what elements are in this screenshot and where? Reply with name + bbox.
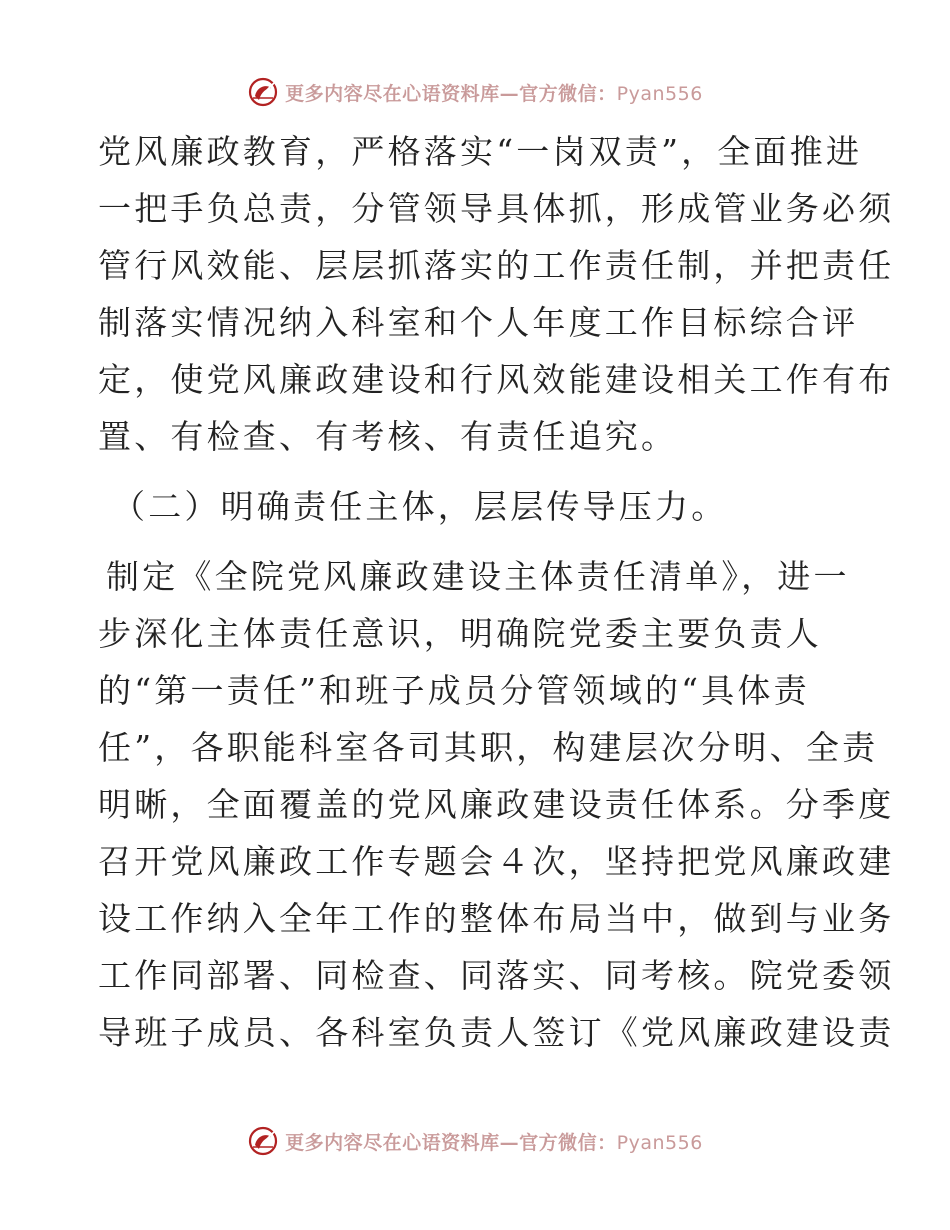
paragraph-line: 任”，各职能科室各司其职，构建层次分明、全责 — [98, 728, 879, 767]
watermark-text: 更多内容尽在心语资料库—官方微信：Pyan556 — [285, 82, 703, 105]
brand-logo-icon — [247, 1125, 279, 1157]
footer-watermark — [0, 1121, 950, 1161]
paragraph-line: 制定《全院党风廉政建设主体责任清单》，进一 — [106, 557, 850, 596]
body-line: 置、有检查、有考核、有责任追究。 — [98, 417, 678, 456]
paragraph-line: 工作同部署、同检查、同落实、同考核。院党委领 — [98, 956, 895, 995]
paragraph-line: 设工作纳入全年工作的整体布局当中，做到与业务 — [98, 899, 895, 938]
paragraph-line: 的“第一责任”和班子成员分管领域的“具体责 — [98, 671, 810, 710]
paragraph-line: 召开党风廉政工作专题会４次，坚持把党风廉政建 — [98, 842, 895, 881]
section-heading: （二）明确责任主体，层层传导压力。 — [112, 487, 728, 526]
watermark-text: 更多内容尽在心语资料库—官方微信：Pyan556 — [285, 1131, 703, 1154]
body-line: 管行风效能、层层抓落实的工作责任制，并把责任 — [98, 246, 895, 285]
document-body — [98, 123, 895, 1061]
paragraph-line: 导班子成员、各科室负责人签订《党风廉政建设责 — [98, 1013, 895, 1052]
paragraph-line: 步深化主体责任意识，明确院党委主要负责人 — [98, 614, 822, 653]
body-line: 党风廉政教育，严格落实“一岗双责”，全面推进 — [98, 132, 863, 171]
body-line: 定，使党风廉政建设和行风效能建设相关工作有布 — [98, 360, 895, 399]
paragraph-line: 明晰，全面覆盖的党风廉政建设责任体系。分季度 — [98, 785, 895, 824]
body-line: 一把手负总责，分管领导具体抓，形成管业务必须 — [98, 189, 895, 228]
wechat-id: Pyan556 — [616, 1131, 703, 1154]
wechat-id: Pyan556 — [616, 82, 703, 105]
body-line: 制落实情况纳入科室和个人年度工作目标综合评 — [98, 303, 859, 342]
brand-logo-icon — [247, 76, 279, 108]
header-watermark — [0, 72, 950, 112]
